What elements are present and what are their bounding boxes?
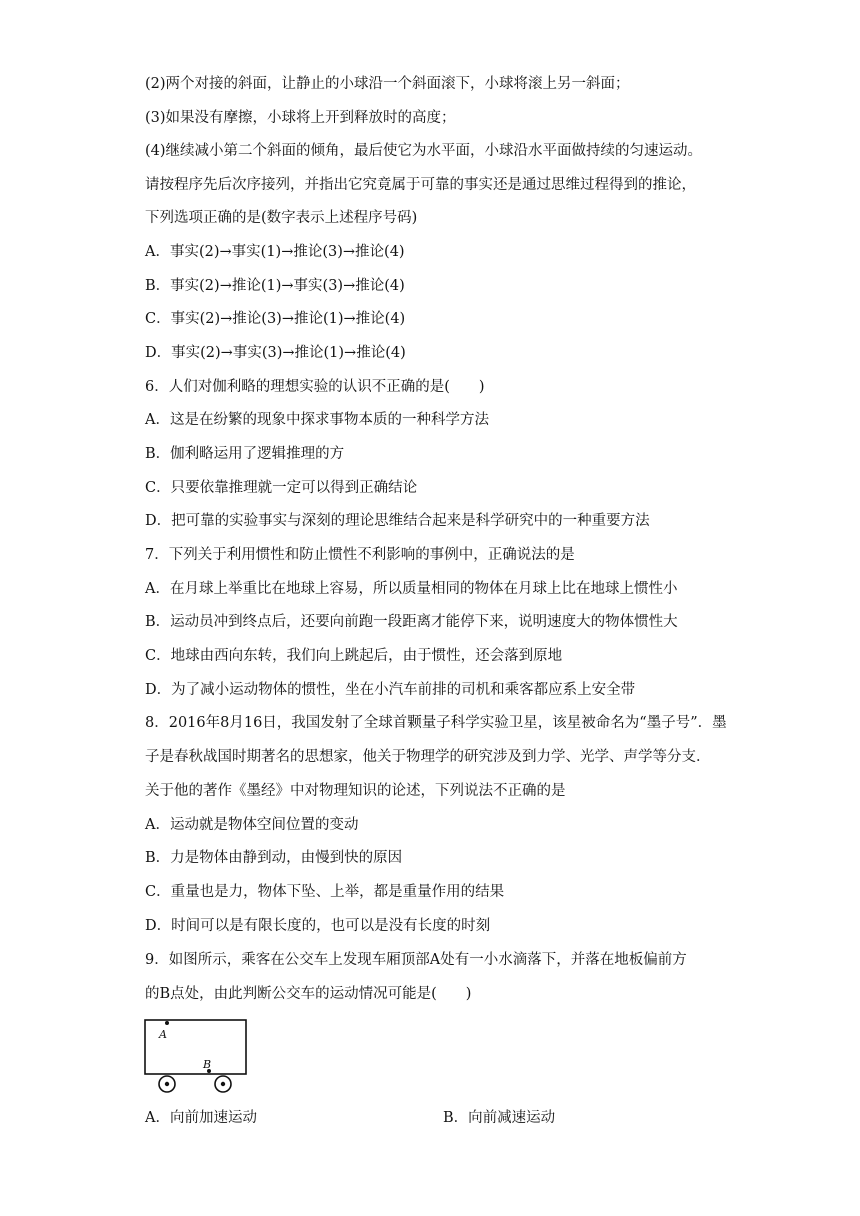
point-a-label: A — [159, 1028, 167, 1041]
option-a: A．在月球上举重比在地球上容易，所以质量相同的物体在月球上比在地球上惯性小 — [145, 581, 678, 597]
option-d: D．把可靠的实验事实与深刻的理论思维结合起来是科学研究中的一种重要方法 — [145, 513, 650, 529]
option-d: D．事实(2)→事实(3)→推论(1)→推论(4) — [145, 345, 406, 361]
question-8: 8．2016年8月16日，我国发射了全球首颗量子科学实验卫星，该星被命名为“墨子号”．墨 — [145, 715, 727, 731]
option-c: C．地球由西向东转，我们向上跳起后，由于惯性，还会落到原地 — [145, 648, 563, 664]
option-a: A．事实(2)→事实(1)→推论(3)→推论(4) — [145, 244, 405, 260]
point-a-dot — [165, 1021, 169, 1025]
option-c: C．事实(2)→推论(3)→推论(1)→推论(4) — [145, 311, 406, 327]
option-d: D．为了减小运动物体的惯性，坐在小汽车前排的司机和乘客都应系上安全带 — [145, 682, 636, 698]
text-line: 下列选项正确的是(数字表示上述程序号码) — [145, 210, 418, 226]
option-a: A．运动就是物体空间位置的变动 — [145, 817, 359, 833]
question-8-text: 关于他的著作《墨经》中对物理知识的论述，下列说法不正确的是 — [145, 783, 566, 799]
option-d: D．时间可以是有限长度的，也可以是没有长度的时刻 — [145, 918, 491, 934]
point-b-label: B — [203, 1058, 212, 1071]
question-7: 7．下列关于利用惯性和防止惯性不利影响的事例中，正确说法的是 — [145, 547, 575, 563]
question-9: 9．如图所示，乘客在公交车上发现车厢顶部A处有一小水滴落下，并落在地板偏前方 — [145, 952, 687, 968]
option-b: B．运动员冲到终点后，还要向前跑一段距离才能停下来，说明速度大的物体惯性大 — [145, 614, 678, 630]
text-line: 请按程序先后次序接列，并指出它究竟属于可靠的事实还是通过思维过程得到的推论， — [145, 177, 696, 193]
option-c: C．重量也是力，物体下坠、上举，都是重量作用的结果 — [145, 884, 505, 900]
option-a: A．这是在纷繁的现象中探求事物本质的一种科学方法 — [145, 412, 489, 428]
option-b: B．伽利略运用了逻辑推理的方 — [145, 446, 345, 462]
bus-diagram — [140, 1014, 260, 1096]
option-b: B．力是物体由静到动，由慢到快的原因 — [145, 850, 403, 866]
text-line: (4)继续减小第二个斜面的倾角，最后使它为水平面，小球沿水平面做持续的匀速运动。 — [145, 143, 703, 159]
question-9-text: 的B点处，由此判断公交车的运动情况可能是( ) — [145, 986, 472, 1002]
option-c: C．只要依靠推理就一定可以得到正确结论 — [145, 480, 418, 496]
question-6: 6．人们对伽利略的理想实验的认识不正确的是( ) — [145, 379, 485, 395]
text-line: (2)两个对接的斜面，让静止的小球沿一个斜面滚下，小球将滚上另一斜面； — [145, 76, 630, 92]
text-line: (3)如果没有摩擦，小球将上开到释放时的高度； — [145, 110, 456, 126]
option-b: B．向前减速运动 — [443, 1110, 556, 1126]
option-a: A．向前加速运动 — [145, 1110, 257, 1126]
question-8-text: 子是春秋战国时期著名的思想家，他关于物理学的研究涉及到力学、光学、声学等分支． — [145, 749, 711, 765]
question-9-options — [145, 1108, 745, 1128]
option-b: B．事实(2)→推论(1)→事实(3)→推论(4) — [145, 278, 405, 294]
